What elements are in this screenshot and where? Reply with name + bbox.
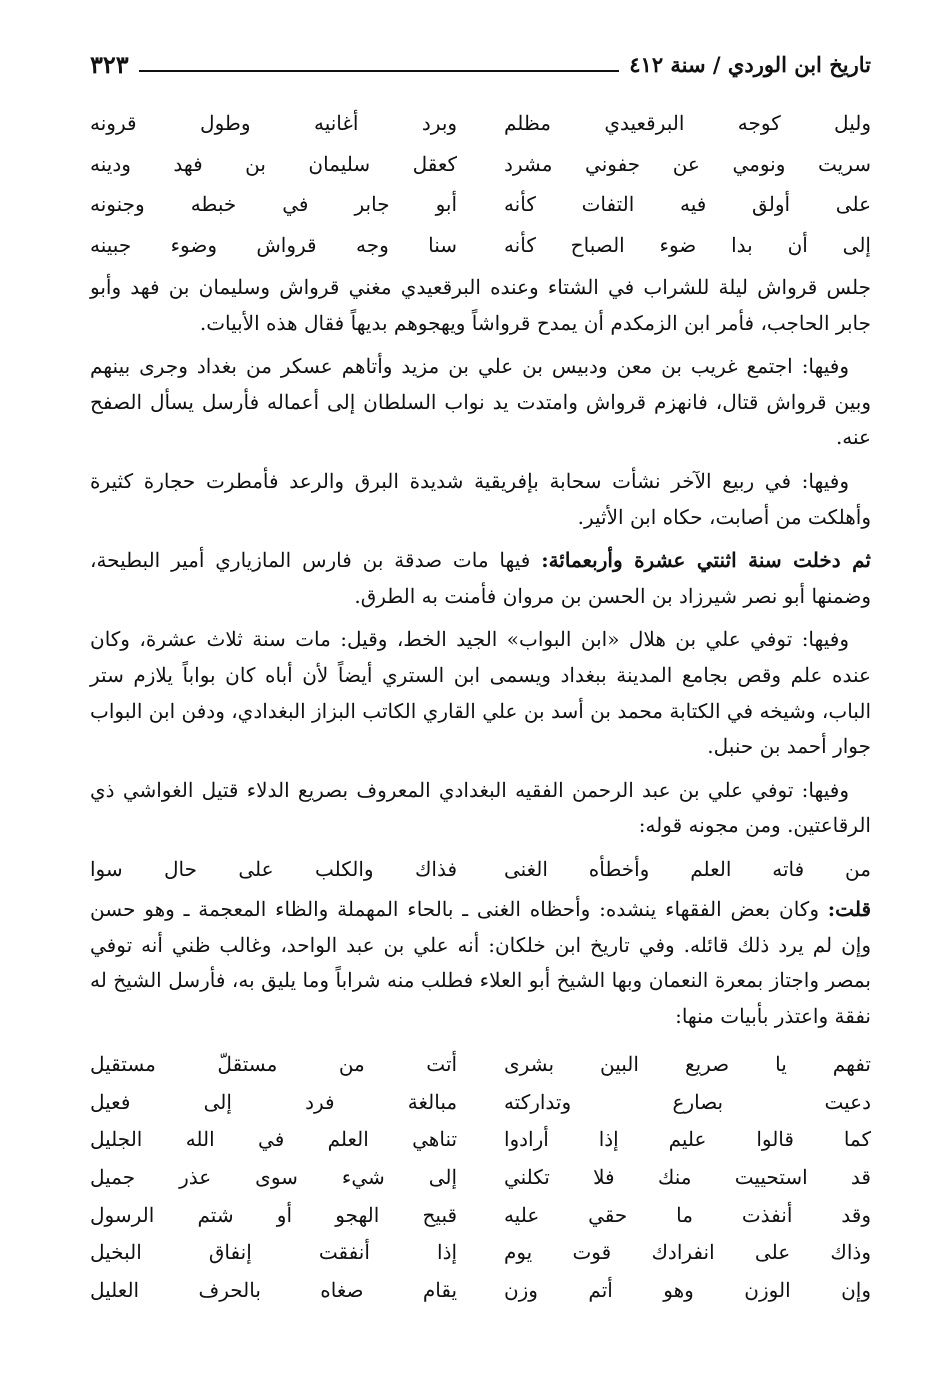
verse — [90, 1046, 871, 1084]
verse-second-hemistich: أبو جابر في خبطه وجنونه — [90, 192, 458, 217]
header-rule — [139, 70, 620, 72]
note-label: قلت: — [827, 896, 871, 921]
paragraph-year-412 — [90, 543, 871, 614]
verse-first-hemistich: وإن الوزن وهو أتم وزن — [503, 1277, 871, 1302]
verse-second-hemistich: قبيح الهجو أو شتم الرسول — [90, 1202, 458, 1227]
verse-first-hemistich: على أولق فيه التفات كأنه — [503, 192, 871, 217]
paragraph-sari-al-dila: وفيها: توفي علي بن عبد الرحمن الفقيه البغدادي المعروف بصريع الدلاء قتيل الغواشي ذي الرقاعتين. ومن مجونه قوله: — [90, 777, 871, 838]
running-title: تاريخ ابن الوردي / سنة ٤١٢ — [629, 51, 871, 77]
verse-first-hemistich: وليل كوجه البرقعيدي مظلم — [503, 111, 871, 136]
verse-second-hemistich: كعقل سليمان بن فهد ودينه — [90, 151, 458, 176]
single-verse — [90, 852, 871, 888]
verse — [90, 104, 871, 145]
verse — [90, 1159, 871, 1197]
year-heading: ثم دخلت سنة اثنتي عشرة وأربعمائة: — [541, 548, 871, 573]
paragraph-hail-storm: وفيها: في ربيع الآخر نشأت سحابة بإفريقية شديدة البرق والرعد فأمطرت حجارة كثيرة وأهلكت من أصابت، حكاه ابن الأثير. — [90, 468, 871, 529]
page-body — [90, 104, 871, 1309]
verse — [90, 1084, 871, 1122]
verse-first-hemistich: دعيت بصارع وتداركته — [503, 1089, 871, 1114]
verse-first-hemistich: كما قالوا عليم إذا أرادوا — [503, 1127, 871, 1152]
verse-second-hemistich: إذا أنفقت إنفاق البخيل — [90, 1240, 458, 1265]
paragraph-poem-context: جلس قرواش ليلة للشراب في الشتاء وعنده البرقعيدي مغني قرواش وسليمان بن فهد وأبو جابر الحاجب، فأمر ابن الزمكدم أن يمدح قرواشاً ويهجوهم بديهاً فقال هذه الأبيات. — [90, 275, 871, 335]
verse-second-hemistich: سنا وجه قرواش وضوء جبينه — [90, 232, 458, 257]
verse-first-hemistich: وقد أنفذت ما حقي عليه — [503, 1202, 871, 1227]
verse-second-hemistich: أتت من مستقلّ مستقيل — [90, 1052, 458, 1077]
verse — [90, 1234, 871, 1272]
verse-second-hemistich: وبرد أغانيه وطول قرونه — [90, 111, 458, 136]
verse-second-hemistich: مبالغة فرد إلى فعيل — [90, 1089, 458, 1114]
verse-first-hemistich: تفهم يا صريع البين بشرى — [503, 1052, 871, 1077]
verse-first-hemistich: سريت ونومي عن جفوني مشرد — [503, 151, 871, 176]
verse-second-hemistich: إلى شيء سوى عذر جميل — [90, 1165, 458, 1190]
verse — [90, 185, 871, 226]
verse — [90, 1121, 871, 1159]
poem-1 — [90, 104, 871, 266]
poem-2 — [90, 1046, 871, 1309]
page-header — [90, 44, 871, 84]
verse — [90, 852, 871, 888]
verse-second-hemistich: يقام صغاه بالحرف العليل — [90, 1277, 458, 1302]
verse-first-hemistich: إلى أن بدا ضوء الصباح كأنه — [503, 232, 871, 257]
note-text: وكان بعض الفقهاء ينشده: وأحظاه الغنى ـ بالحاء المهملة والظاء المعجمة ـ وهو حسن وإن لم يرد ذلك قائله. وفي تاريخ ابن خلكان: أنه علي بن عبد الواحد، وغالب ظني أنه توفي بمصر واجتاز بمعرة النعمان وبها الشيخ أبو العلاء فطلب منه شراباً وما يليق به، فأرسل الشيخ له نفقة واعتذر بأبيات منها: — [90, 896, 871, 1028]
year-text: فيها مات صدقة بن فارس المازياري أمير البطيحة، وضمنها أبو نصر شيرزاد بن الحسن بن مروان فأمنت به الطرق. — [90, 548, 871, 608]
verse — [90, 226, 871, 267]
verse-first-hemistich: قد استحييت منك فلا تكلني — [503, 1165, 871, 1190]
paragraph-ibn-al-bawwab: وفيها: توفي علي بن هلال «ابن البواب» الجيد الخط، وقيل: مات سنة ثلاث عشرة، وكان عنده علم وقص بجامع المدينة ببغداد ويسمى ابن الستري أيضاً لأن أباه كان بواباً يلازم ستر الباب، وشيخه في الكتابة محمد بن أسد بن علي القاري الكاتب البزاز البغدادي، ودفن ابن البواب جوار أحمد بن حنبل. — [90, 627, 871, 759]
paragraph-author-note — [90, 892, 871, 1034]
verse-first-hemistich: وذاك على انفرادك قوت يوم — [503, 1240, 871, 1265]
verse-second-hemistich: تناهي العلم في الله الجليل — [90, 1127, 458, 1152]
verse — [90, 1272, 871, 1310]
page-number: ٣٢٣ — [90, 49, 129, 79]
verse-first-hemistich: من فاته العلم وأخطأه الغنى — [503, 857, 871, 882]
verse-second-hemistich: فذاك والكلب على حال سوا — [90, 857, 458, 882]
verse — [90, 1197, 871, 1235]
paragraph-qirwash-battle: وفيها: اجتمع غريب بن معن ودبيس بن علي بن مزيد وأتاهم عسكر من بغداد وجرى بينهم وبين قرواش قتال، فانهزم قرواش وامتدت يد نواب السلطان إلى أعماله فأرسل يسأل الصفح عنه. — [90, 354, 871, 450]
verse — [90, 145, 871, 186]
